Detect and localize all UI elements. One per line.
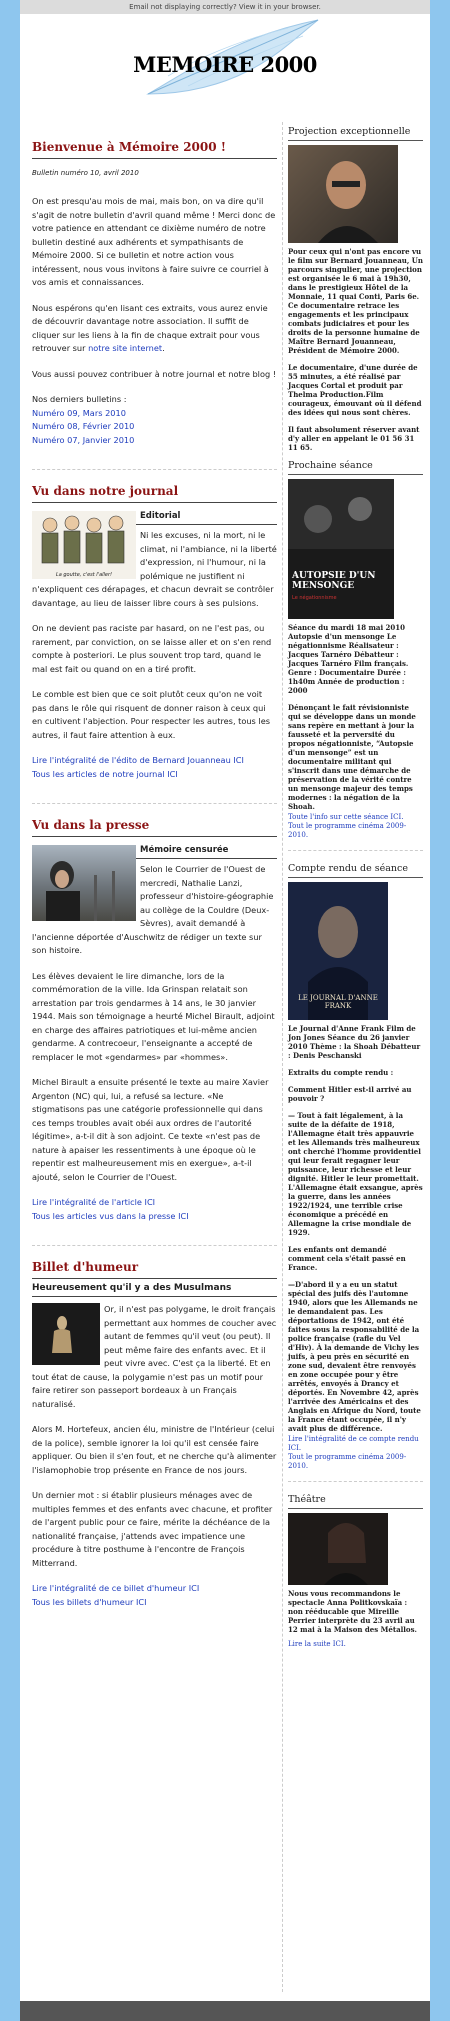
- compte-text: Le Journal d'Anne Frank Film de Jon Jones Séance du 26 janvier 2010 Thème : la Shoah Débatteur : Denis Peschanski: [288, 1024, 421, 1060]
- cartoon-caption: La goutte, c'est l'aller!: [55, 572, 113, 578]
- presse-paragraph: Selon le Courrier de l'Ouest de mercredi, Nathalie Lanzi, professeur d'histoire-géographie au collège de la Couldre (Deux-Sèvres), avait demandé à l'ancienne déportée d'Auschwitz de rédiger un texte sur son histoire.: [32, 864, 274, 955]
- seance-text: Séance du mardi 18 mai 2010 Autopsie d'un mensonge Le négationnisme Réalisateur : Jacques Tarnéro Débatteur : Jacques Tarnéro Film français. Genre : Documentaire Durée : 1h40m Année de production : 2000: [288, 623, 409, 695]
- footer-bar: [20, 2001, 430, 2021]
- billet-title: Billet d'humeur: [32, 1260, 277, 1279]
- divider: [288, 1481, 423, 1482]
- presse-read-link[interactable]: Lire l'intégralité de l'article ICI: [32, 1197, 156, 1207]
- welcome-paragraph: Vous aussi pouvez contribuer à notre journal et notre blog !: [32, 368, 277, 379]
- header: [20, 14, 430, 108]
- compte-text: — Tout à fait légalement, à la suite de la défaite de 1918, l'Allemagne était très appauvrie et les Allemands très malheureux ont cherché l'homme providentiel qui leur ferait regagner leur puissance, leur richesse et leur dignité. Hitler le leur promettait. L'Allemagne était exsangue, après la guerre, dans les années 1922/1924, une terrible crise économique a précédé en Allemagne la crise mondiale de 1929.: [288, 1111, 423, 1237]
- billet-paragraph: Un dernier mot : si établir plusieurs ménages avec de multiples femmes et des enfants avec chacune, et profiter de l'argent public pour ce faire, mérite la déchéance de la nationalité française, j'attends avec impatience une procédure à titre posthume à l'encontre de François Mitterrand.: [32, 1490, 273, 1568]
- compte-read-link[interactable]: Lire l'intégralité de ce compte rendu ICI.: [288, 1435, 419, 1452]
- journal-paragraph: On ne devient pas raciste par hasard, on ne l'est pas, ou rarement, par conviction, on se laisse aller et on s'en rend compte à posteriori. Le plus souvent trop tard, quand le mal est fait ou quand on en a tiré profit.: [32, 623, 272, 674]
- jouanneau-photo: [288, 145, 398, 243]
- compte-text: Les enfants ont demandé comment cela s'était passé en France.: [288, 1245, 406, 1272]
- compte-title: Compte rendu de séance: [288, 863, 423, 878]
- veiled-figure-icon: [32, 1303, 100, 1365]
- billet-read-link[interactable]: Lire l'intégralité de ce billet d'humeur ICI: [32, 1583, 200, 1593]
- billet-all-link[interactable]: Tous les billets d'humeur ICI: [32, 1596, 147, 1607]
- welcome-title: Bienvenue à Mémoire 2000 !: [32, 140, 277, 159]
- presse-paragraph: Michel Birault a ensuite présenté le texte au maire Xavier Argenton (NC) qui, lui, a refusé sa lecture. «Ne stigmatisons pas une catégorie professionnelle qui dans ces temps troubles avait obéi aux ordres de l'autorité légitime», a-t-il dit à son adjoint. Ce texte «n'est pas de nature à apaiser les ressentiments à une époque où le repentir est malheureusement mis en exergue», a-t-il ajouté, selon le Courrier de l'Ouest.: [32, 1077, 269, 1182]
- welcome-text: Nous espérons qu'en lisant ces extraits, vous aurez envie de découvrir davantage notre association. Il suffit de cliquer sur les liens à la fin de chaque extrait pour vous retrouver sur: [32, 302, 268, 353]
- projection-text: Pour ceux qui n'ont pas encore vu le film sur Bernard Jouanneau, Un parcours singulier, une projection est organisée le 6 mai à 19h30, dans le prestigieux Hôtel de la Monnaie, 11 quai Conti, Paris 6e. Ce documentaire retrace les engagements et les principaux combats judiciaires et pour les droits de la personne humaine de Maître Bernard Jouanneau, Président de Mémoire 2000.: [288, 247, 423, 355]
- anne-frank-poster: [288, 882, 388, 1020]
- presse-title: Vu dans la presse: [32, 818, 277, 837]
- billet-photo: [32, 1303, 100, 1365]
- billet-paragraph: Alors M. Hortefeux, ancien élu, ministre de l'Intérieur (celui de la police), semble ignorer la loi qu'il est censée faire appliquer. Ou bien il s'en fout, et ne cherche qu'à alimenter l'islamophobie trop présente en France de nos jours.: [32, 1424, 277, 1475]
- welcome-paragraph: Nous espérons qu'en lisant ces extraits, vous aurez envie de découvrir davantage notre association. Il suffit de cliquer sur les liens à la fin de chaque extrait pour vous retrouver sur notre site internet.: [32, 302, 268, 353]
- woman-portrait-icon: [32, 845, 136, 921]
- projection-text: Le documentaire, d'une durée de 55 minutes, a été réalisé par Jacques Cortal et produit par Thelma Production.Film courageux, émouvant où il défend des idées qui nous sont chères.: [288, 363, 422, 417]
- sidebar: [288, 126, 423, 1649]
- theatre-title: Théâtre: [288, 1494, 423, 1509]
- newsletter: [20, 14, 430, 2001]
- journal-paragraph: Le comble est bien que ce soit plutôt ceux qu'on ne voit pas dans le rôle qui risquent de donner raison à ceux qui en cultivent l'abjection. Pour respecter les autres, tous les autres, il faut faire attention à eux.: [32, 689, 271, 740]
- billet-paragraph: Or, il n'est pas polygame, le droit français permettant aux hommes de coucher avec autant de femmes qu'il veut (ou peut). Il peut même faire des enfants avec. Et il peut vivre avec. C'est ça la liberté. Et en tout état de cause, la polygamie n'est pas un motif pour faire retirer son passeport bordeaux à un Français naturalisé.: [32, 1304, 277, 1409]
- seance-program-link[interactable]: Tout le programme cinéma 2009-2010.: [288, 822, 407, 839]
- autopsie-poster: [288, 479, 394, 619]
- journal-all-link[interactable]: Tous les articles de notre journal ICI: [32, 768, 178, 779]
- journal-paragraph: Ni les excuses, ni la mort, ni le climat, ni l'ambiance, ni la liberté d'expression, ni l'humour, ni la polémique ne justifient ni n'expliquent ces dérapages, et chacun devrait se contrôler davantage, au lieu de laisser libre cours à ses pulsions.: [32, 530, 277, 608]
- compte-text: —D'abord il y a eu un statut spécial des juifs dès l'automne 1940, alors que les Allemands ne le demandaient pas. Les déportations de 1942, ont été faites sous la responsabilité de la police française (rafle du Vel d'Hiv). À la demande de Vichy les juifs, à peu près en sécurité en zone sud, devaient être renvoyés en zone occupée pour y être arrêtés, envoyés à Drancy et déportés. En Novembre 42, après l'arrivée des Américains et des Anglais en Afrique du Nord, toute la France étant occupée, il n'y avait plus de différence.: [288, 1280, 421, 1433]
- poster-title: LE JOURNAL D'ANNE FRANK: [298, 994, 378, 1010]
- logo-text: MEMOIRE 2000: [133, 52, 317, 77]
- theatre-text: Nous vous recommandons le spectacle Anna Politkovskaïa : non rééducable que Mireille Perrier interprète du 23 avril au 12 mai à la Maison des Métallos.: [288, 1589, 417, 1634]
- main-column: [32, 114, 277, 1609]
- site-link[interactable]: notre site internet: [88, 343, 163, 353]
- bulletin-number: Bulletin numéro 10, avril 2010: [32, 169, 139, 177]
- divider: [32, 1245, 277, 1246]
- seance-info-link[interactable]: Toute l'info sur cette séance ICI.: [288, 813, 404, 821]
- bulletin-link[interactable]: Numéro 09, Mars 2010: [32, 407, 126, 418]
- editorial-read-link[interactable]: Lire l'intégralité de l'édito de Bernard Jouanneau ICI: [32, 755, 244, 765]
- projection-title: Projection exceptionnelle: [288, 126, 423, 141]
- cartoon-figures-icon: [32, 511, 136, 571]
- editorial-title: Editorial: [32, 511, 277, 525]
- projection-text: Il faut absolument réserver avant d'y aller en appelant le 01 56 31 11 65.: [288, 425, 420, 452]
- poster-subtitle: Le négationnisme: [292, 595, 337, 601]
- compte-program-link[interactable]: Tout le programme cinéma 2009-2010.: [288, 1453, 407, 1470]
- editorial-block: [32, 511, 277, 622]
- last-bulletins-label: Nos derniers bulletins :: [32, 394, 127, 404]
- bulletin-link[interactable]: Numéro 07, Janvier 2010: [32, 434, 135, 445]
- theatre-read-link[interactable]: Lire la suite ICI.: [288, 1640, 346, 1648]
- divider: [32, 803, 277, 804]
- welcome-paragraph: On est presqu'au mois de mai, mais bon, on va dire qu'il s'agit de notre bulletin d'avril quand même ! Merci donc de votre patience en attendant ce dixième numéro de notre bulletin destiné aux adhérents et sympathisants de Mémoire 2000. Si ce bulletin et notre action vous intéressent, nous vous invitons à faire suivre ce courriel à vos amis et connaissances.: [32, 196, 276, 287]
- presse-block: [32, 845, 277, 970]
- divider: [32, 469, 277, 470]
- presse-photo: [32, 845, 136, 921]
- column-divider: [282, 122, 283, 1992]
- presse-all-link[interactable]: Tous les articles vus dans la presse ICI: [32, 1210, 189, 1221]
- seance-text: Dénonçant le fait révisionniste qui se développe dans un monde sans repère en mettant à jour la fausseté et la perversité du propos négationniste, “Autopsie d'un mensonge” est un documentaire militant qui s'inscrit dans une démarche de préservation de la vérité contre un mensonge majeur des temps modernes : la négation de la Shoah.: [288, 703, 416, 811]
- logo: [128, 16, 322, 104]
- editorial-cartoon: [32, 511, 136, 579]
- poster-title: AUTOPSIE D'UN MENSONGE: [292, 571, 376, 591]
- seance-title: Prochaine séance: [288, 460, 423, 475]
- presse-paragraph: Les élèves devaient le lire dimanche, lors de la commémoration de la ville. Ida Grinspan relatait son arrestation par trois gendarmes à 14 ans, le 30 janvier 1944. Mais son témoignage a heurté Michel Birault, adjoint en charge des affaires patriotiques et lui-même ancien gendarme. A contrecoeur, l'enseignante a accepté de remplacer le mot «gendarmes» par «hommes».: [32, 970, 275, 1062]
- theatre-photo: [288, 1513, 388, 1585]
- billet-block: [32, 1303, 277, 1423]
- presse-feature-title: Mémoire censurée: [32, 845, 277, 859]
- view-in-browser-bar[interactable]: Email not displaying correctly? View it in your browser.: [20, 0, 430, 14]
- bulletin-link[interactable]: Numéro 08, Février 2010: [32, 421, 135, 431]
- compte-text: Extraits du compte rendu :: [288, 1068, 394, 1077]
- compte-text: Comment Hitler est-il arrivé au pouvoir ?: [288, 1085, 412, 1103]
- divider: [288, 850, 423, 851]
- actress-portrait-icon: [288, 1513, 388, 1585]
- journal-title: Vu dans notre journal: [32, 484, 277, 503]
- man-portrait-icon: [288, 145, 398, 243]
- billet-subtitle: Heureusement qu'il y a des Musulmans: [32, 1283, 277, 1297]
